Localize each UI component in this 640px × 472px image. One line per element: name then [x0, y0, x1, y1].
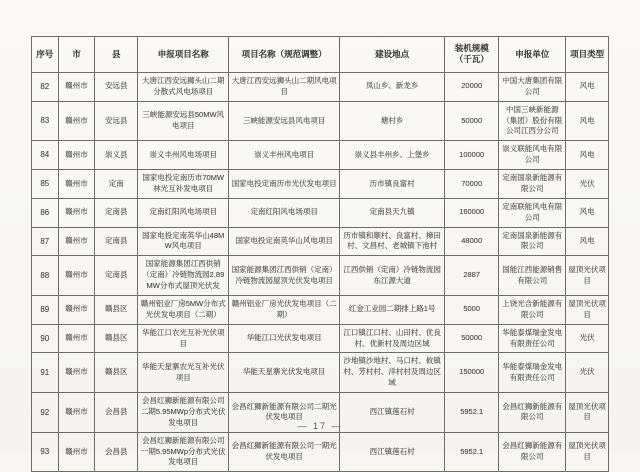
cell-capacity_kw: 20000 [445, 72, 499, 101]
cell-type: 光伏 [566, 324, 609, 353]
cell-declared_name: 赣州铝业厂房5MW分布式光伏发电项目（二期） [138, 295, 229, 324]
column-header-location: 建设地点 [340, 37, 445, 73]
cell-adjusted_name: 崇义丰州风电项目 [229, 141, 340, 170]
cell-capacity_kw: 5952.1 [445, 393, 499, 433]
cell-type: 风电 [566, 227, 609, 256]
cell-city: 赣州市 [58, 198, 95, 227]
cell-location: 崇义县丰州乡、上堡乡 [340, 141, 445, 170]
cell-county: 崇义县 [95, 141, 138, 170]
cell-county: 定南 [95, 170, 138, 199]
table-header-row [32, 37, 609, 73]
column-header-capacity_kw: 装机规模（千瓦） [445, 37, 499, 73]
cell-location: 塘村乡 [340, 101, 445, 141]
cell-adjusted_name: 会昌红狮新能源有限公司一期光伏发电项目 [229, 432, 340, 472]
cell-type: 风电 [566, 72, 609, 101]
cell-applicant: 崇义联能风电有限公司 [499, 141, 566, 170]
cell-city: 赣州市 [58, 393, 95, 433]
cell-declared_name: 华能江口农光互补光伏项目 [138, 324, 229, 353]
cell-county: 定南县 [95, 198, 138, 227]
cell-location: 红金工业园二期排上路1号 [340, 295, 445, 324]
column-header-no: 序号 [32, 37, 59, 73]
table-row [32, 170, 609, 199]
cell-no: 87 [32, 227, 59, 256]
cell-location: 江西供销（定南）冷链物流园东江源大道 [340, 256, 445, 296]
cell-county: 会昌县 [95, 393, 138, 433]
cell-city: 赣州市 [58, 353, 95, 393]
cell-location: 西江镇莲石村 [340, 432, 445, 472]
cell-city: 赣州市 [58, 227, 95, 256]
cell-adjusted_name: 赣州铝业厂房光伏发电项目（二期） [229, 295, 340, 324]
cell-adjusted_name: 大唐江西安远狮头山二期风电项目 [229, 72, 340, 101]
table-row [32, 256, 609, 296]
cell-no: 92 [32, 393, 59, 433]
cell-applicant: 会昌红狮新能源有限公司 [499, 432, 566, 472]
cell-applicant: 华能泰煤瑞金发电有限责任公司 [499, 324, 566, 353]
cell-location: 历市镇良富村 [340, 170, 445, 199]
cell-declared_name: 国家电投定南英华山48MW风电项目 [138, 227, 229, 256]
cell-applicant: 会昌红狮新能源有限公司 [499, 393, 566, 433]
cell-county: 赣县区 [95, 295, 138, 324]
cell-city: 赣州市 [58, 256, 95, 296]
cell-declared_name: 华能天星寨农光互补光伏项目 [138, 353, 229, 393]
cell-location: 定南县天九镇 [340, 198, 445, 227]
page-number: — 17 — [297, 421, 343, 431]
cell-capacity_kw: 2887 [445, 256, 499, 296]
column-header-county: 县 [95, 37, 138, 73]
cell-capacity_kw: 5000 [445, 295, 499, 324]
column-header-adjusted_name: 项目名称（规范调整） [229, 37, 340, 73]
cell-applicant: 国能江西能源销售有限公司 [499, 256, 566, 296]
table-body [32, 72, 609, 471]
cell-applicant: 定南国泉新能源有限公司 [499, 170, 566, 199]
cell-adjusted_name: 三峡能源安远县风电项目 [229, 101, 340, 141]
cell-location: 西江镇莲石村 [340, 393, 445, 433]
cell-county: 赣县区 [95, 324, 138, 353]
cell-capacity_kw: 50000 [445, 101, 499, 141]
cell-capacity_kw: 50000 [445, 324, 499, 353]
cell-no: 89 [32, 295, 59, 324]
cell-type: 屋顶光伏项目 [566, 295, 609, 324]
cell-city: 赣州市 [58, 170, 95, 199]
cell-no: 93 [32, 432, 59, 472]
cell-declared_name: 会昌红狮新能源有限公司二期5.95MWp分布式光伏发电项目 [138, 393, 229, 433]
cell-city: 赣州市 [58, 72, 95, 101]
cell-location: 历市镇和顺村、良富村、樟田村、文昌村、老城镇下池村 [340, 227, 445, 256]
cell-no: 91 [32, 353, 59, 393]
cell-type: 屋顶光伏项目 [566, 432, 609, 472]
table-row [32, 295, 609, 324]
cell-capacity_kw: 100000 [445, 141, 499, 170]
cell-type: 屋顶光伏项目 [566, 393, 609, 433]
cell-capacity_kw: 160000 [445, 198, 499, 227]
cell-city: 赣州市 [58, 101, 95, 141]
cell-location: 沙地镇沙地村、马口村、攸镇村、芳村村、洋村村及周边区域 [340, 353, 445, 393]
cell-type: 屋顶光伏项目 [566, 256, 609, 296]
cell-city: 赣州市 [58, 324, 95, 353]
cell-type: 风电 [566, 141, 609, 170]
cell-declared_name: 会昌红狮新能源有限公司一期5.95MWp分布式光伏发电项目 [138, 432, 229, 472]
column-header-type: 项目类型 [566, 37, 609, 73]
cell-county: 定南县 [95, 256, 138, 296]
cell-declared_name: 大唐江西安远狮头山二期分散式风电场项目 [138, 72, 229, 101]
cell-county: 会昌县 [95, 432, 138, 472]
cell-adjusted_name: 定南红阳风电场项目 [229, 198, 340, 227]
cell-no: 88 [32, 256, 59, 296]
table-row [32, 324, 609, 353]
cell-capacity_kw: 150000 [445, 353, 499, 393]
cell-type: 光伏 [566, 170, 609, 199]
cell-applicant: 中国大唐集团有限公司 [499, 72, 566, 101]
cell-type: 光伏 [566, 353, 609, 393]
cell-adjusted_name: 国家电投定南英华山风电项目 [229, 227, 340, 256]
table-row [32, 432, 609, 472]
cell-adjusted_name: 国家能源集团江西供销（定南）冷链物流园屋顶光伏发电项目 [229, 256, 340, 296]
table-row [32, 101, 609, 141]
cell-no: 82 [32, 72, 59, 101]
cell-type: 风电 [566, 101, 609, 141]
column-header-city: 市 [58, 37, 95, 73]
cell-no: 83 [32, 101, 59, 141]
cell-type: 风电 [566, 198, 609, 227]
cell-county: 安远县 [95, 72, 138, 101]
cell-no: 85 [32, 170, 59, 199]
table-row [32, 198, 609, 227]
cell-capacity_kw: 70000 [445, 170, 499, 199]
cell-declared_name: 国家电投定南历市70MW林光互补发电项目 [138, 170, 229, 199]
cell-adjusted_name: 华能江口光伏发电项目 [229, 324, 340, 353]
cell-applicant: 上饶光合新能源有限公司 [499, 295, 566, 324]
cell-county: 安远县 [95, 101, 138, 141]
table-row [32, 141, 609, 170]
cell-declared_name: 国家能源集团江西供销（定南）冷链物流园2.89MW分布式屋顶光伏发 [138, 256, 229, 296]
cell-applicant: 华能泰煤瑞金发电有限责任公司 [499, 353, 566, 393]
table-row [32, 353, 609, 393]
cell-adjusted_name: 华能天星寨光伏发电项目 [229, 353, 340, 393]
table-row [32, 72, 609, 101]
cell-location: 凤山乡、新龙乡 [340, 72, 445, 101]
cell-capacity_kw: 48000 [445, 227, 499, 256]
cell-no: 90 [32, 324, 59, 353]
cell-adjusted_name: 会昌红狮新能源有限公司二期光伏发电项目 [229, 393, 340, 433]
cell-no: 86 [32, 198, 59, 227]
cell-applicant: 中国三峡新能源（集团）股份有限公司江西分公司 [499, 101, 566, 141]
cell-capacity_kw: 5952.1 [445, 432, 499, 472]
cell-declared_name: 崇义丰州风电场项目 [138, 141, 229, 170]
column-header-declared_name: 申报项目名称 [138, 37, 229, 73]
cell-applicant: 定南联能风电有限公司 [499, 198, 566, 227]
cell-no: 84 [32, 141, 59, 170]
column-header-applicant: 申报单位 [499, 37, 566, 73]
projects-table [31, 36, 609, 472]
cell-location: 江口镇江口村、山田村、优良村、优新村及周边区域 [340, 324, 445, 353]
cell-declared_name: 定南红阳风电场项目 [138, 198, 229, 227]
cell-city: 赣州市 [58, 141, 95, 170]
cell-city: 赣州市 [58, 295, 95, 324]
cell-county: 赣县区 [95, 353, 138, 393]
cell-adjusted_name: 国家电投定南历市光伏发电项目 [229, 170, 340, 199]
cell-city: 赣州市 [58, 432, 95, 472]
cell-declared_name: 三峡能源安远县50MW风电项目 [138, 101, 229, 141]
cell-county: 定南县 [95, 227, 138, 256]
table-row [32, 227, 609, 256]
projects-table-wrap [31, 36, 609, 472]
cell-applicant: 定南国泉新能源有限公司 [499, 227, 566, 256]
